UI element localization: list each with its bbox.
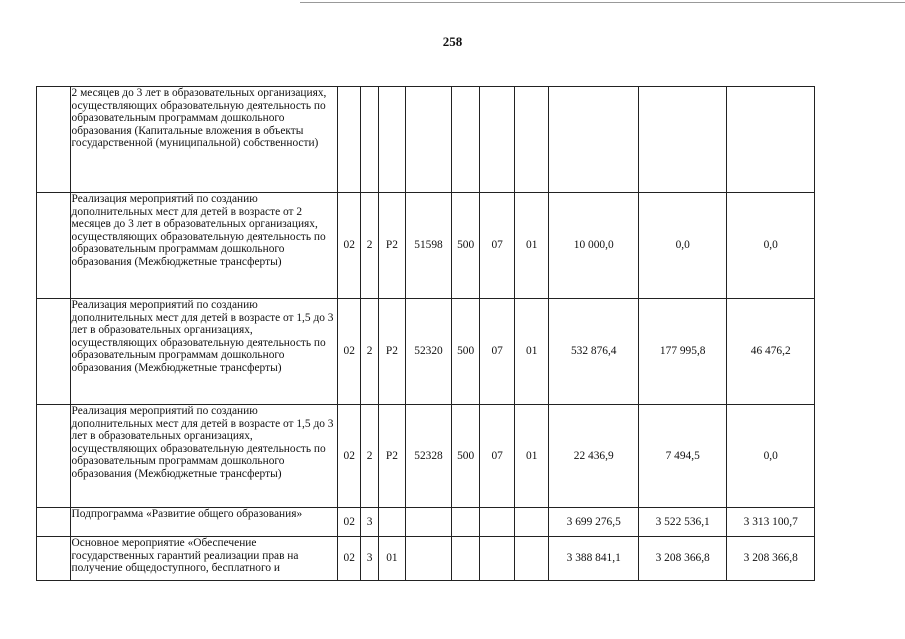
row-description: 2 месяцев до 3 лет в образовательных организациях, осуществляющих образовательную деятельность по образовательным программам дошкольного образования (Капитальные вложения в объекты государственной (муниципальной) собственности) [70, 87, 337, 193]
direction-code [406, 87, 452, 193]
program-code: 02 [338, 193, 361, 299]
subsection-code [514, 537, 549, 581]
subprogram-code: 2 [361, 299, 378, 405]
direction-code [406, 508, 452, 537]
amount-year-2: 0,0 [638, 193, 726, 299]
amount-year-1: 3 388 841,1 [549, 537, 638, 581]
table-row [37, 87, 815, 193]
blank-cell [37, 87, 71, 193]
subprogram-code [361, 87, 378, 193]
activity-code [378, 508, 405, 537]
activity-code [378, 87, 405, 193]
amount-year-3 [727, 87, 815, 193]
amount-year-1: 3 699 276,5 [549, 508, 638, 537]
direction-code [406, 537, 452, 581]
program-code: 02 [338, 299, 361, 405]
row-description: Подпрограмма «Развитие общего образования» [70, 508, 337, 537]
budget-table [36, 86, 815, 581]
amount-year-2 [638, 87, 726, 193]
amount-year-2: 177 995,8 [638, 299, 726, 405]
expense-type-code [451, 508, 479, 537]
subprogram-code: 3 [361, 537, 378, 581]
expense-type-code [451, 537, 479, 581]
subsection-code [514, 87, 549, 193]
program-code: 02 [338, 405, 361, 508]
row-description: Реализация мероприятий по созданию дополнительных мест для детей в возрасте от 2 месяцев до 3 лет в образовательных организациях, осуществляющих образовательную деятельность по образовательным программам дошкольного образования (Межбюджетные трансферты) [70, 193, 337, 299]
activity-code: Р2 [378, 405, 405, 508]
subsection-code: 01 [514, 193, 549, 299]
expense-type-code: 500 [451, 299, 479, 405]
table-row [37, 405, 815, 508]
blank-cell [37, 299, 71, 405]
section-code [480, 87, 515, 193]
section-code [480, 508, 515, 537]
program-code [338, 87, 361, 193]
amount-year-1: 22 436,9 [549, 405, 638, 508]
top-rule [300, 2, 905, 3]
amount-year-1 [549, 87, 638, 193]
table-row [37, 299, 815, 405]
section-code: 07 [480, 299, 515, 405]
amount-year-1: 532 876,4 [549, 299, 638, 405]
amount-year-3: 3 208 366,8 [727, 537, 815, 581]
subsection-code: 01 [514, 405, 549, 508]
blank-cell [37, 193, 71, 299]
blank-cell [37, 508, 71, 537]
amount-year-3: 46 476,2 [727, 299, 815, 405]
section-code [480, 537, 515, 581]
row-description: Реализация мероприятий по созданию дополнительных мест для детей в возрасте от 1,5 до 3 лет в образовательных организациях, осуществляющих образовательную деятельность по образовательным программам дошкольного образования (Межбюджетные трансферты) [70, 299, 337, 405]
direction-code: 52328 [406, 405, 452, 508]
page-number: 258 [442, 34, 463, 49]
amount-year-3: 3 313 100,7 [727, 508, 815, 537]
expense-type-code [451, 87, 479, 193]
blank-cell [37, 537, 71, 581]
amount-year-1: 10 000,0 [549, 193, 638, 299]
subprogram-code: 2 [361, 193, 378, 299]
subprogram-code: 3 [361, 508, 378, 537]
program-code: 02 [338, 508, 361, 537]
amount-year-2: 7 494,5 [638, 405, 726, 508]
amount-year-2: 3 522 536,1 [638, 508, 726, 537]
table-row [37, 537, 815, 581]
amount-year-3: 0,0 [727, 193, 815, 299]
row-description: Основное мероприятие «Обеспечение государственных гарантий реализации прав на получение общедоступного, бесплатного и [70, 537, 337, 581]
expense-type-code: 500 [451, 193, 479, 299]
subsection-code: 01 [514, 299, 549, 405]
activity-code: 01 [378, 537, 405, 581]
section-code: 07 [480, 193, 515, 299]
subsection-code [514, 508, 549, 537]
row-description: Реализация мероприятий по созданию дополнительных мест для детей в возрасте от 1,5 до 3 лет в образовательных организациях, осуществляющих образовательную деятельность по образовательным программам дошкольного образования (Межбюджетные трансферты) [70, 405, 337, 508]
blank-cell [37, 405, 71, 508]
activity-code: Р2 [378, 299, 405, 405]
amount-year-3: 0,0 [727, 405, 815, 508]
subprogram-code: 2 [361, 405, 378, 508]
table-row [37, 193, 815, 299]
amount-year-2: 3 208 366,8 [638, 537, 726, 581]
section-code: 07 [480, 405, 515, 508]
table-row [37, 508, 815, 537]
activity-code: Р2 [378, 193, 405, 299]
direction-code: 52320 [406, 299, 452, 405]
program-code: 02 [338, 537, 361, 581]
direction-code: 51598 [406, 193, 452, 299]
expense-type-code: 500 [451, 405, 479, 508]
